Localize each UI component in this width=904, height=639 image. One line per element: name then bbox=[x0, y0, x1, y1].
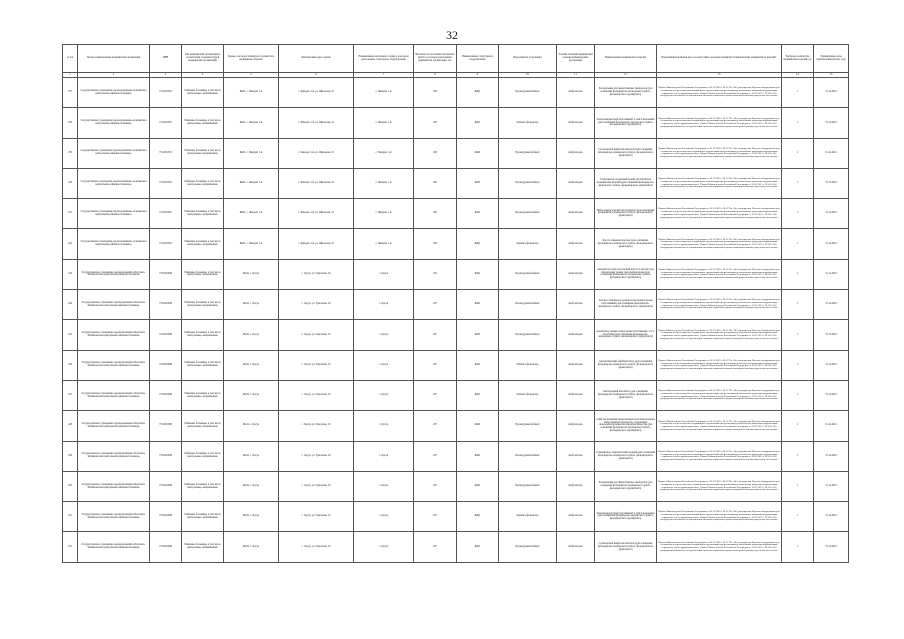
date-cell: 31.12.2022 bbox=[814, 229, 849, 259]
date-cell: 31.12.2022 bbox=[814, 78, 849, 108]
settlement-cell: с. Орсук bbox=[354, 471, 414, 501]
date-cell: 31.12.2022 bbox=[814, 350, 849, 380]
cabinet-cell: Процедурный кабинет bbox=[499, 78, 557, 108]
building-cell: ФАП, с. Орсук bbox=[224, 259, 279, 289]
org-type-cell: Районные больницы, в том числе центральные, межрайонные bbox=[182, 290, 224, 320]
population-cell: 207 bbox=[414, 441, 457, 471]
population-cell: 918 bbox=[414, 229, 457, 259]
quantity-cell: 1 bbox=[782, 108, 814, 138]
page-number: 32 bbox=[446, 28, 458, 42]
unit-cell: ФАП bbox=[457, 502, 499, 532]
row-number: 246 bbox=[63, 350, 78, 380]
column-number: 15 bbox=[814, 73, 849, 78]
column-number: 10 bbox=[499, 73, 557, 78]
table-row bbox=[63, 229, 849, 259]
date-cell: 31.12.2022 bbox=[814, 380, 849, 410]
building-cell: ФАП, с. Чиндант 1-й bbox=[224, 78, 279, 108]
org-type-cell: Районные больницы, в том числе центральные, межрайонные bbox=[182, 502, 224, 532]
address-cell: с. Чиндант 1-й, ул. Школьная, 16 bbox=[279, 78, 354, 108]
legal-act-cell: Приказ Министерства Российской Федерации от 30.12.2020 г. № 1179н «Об утверждении Перечня оборудования для оснащения и переоснащения медицинских организаций при реализации региональных программ модернизации первичного звена здравоохранения», Приказ Министерства Российской Федерации от 15.05.2012 г. № 543 «Об утверждении положения об организации оказания первичной медико-санитарной помощи взрослому населению» bbox=[657, 411, 782, 441]
table-row bbox=[63, 380, 849, 410]
population-cell: 207 bbox=[414, 259, 457, 289]
column-header: Планируемые даты приобретения (месяц, год) bbox=[814, 45, 849, 73]
org-type-cell: Районные больницы, в том числе центральные, межрайонные bbox=[182, 380, 224, 410]
table-row bbox=[63, 532, 849, 562]
conditions-cell: Амбулаторно bbox=[557, 168, 595, 198]
unit-cell: ФАП bbox=[457, 168, 499, 198]
population-cell: 207 bbox=[414, 411, 457, 441]
date-cell: 31.12.2022 bbox=[814, 259, 849, 289]
legal-act-cell: Приказ Министерства Российской Федерации от 30.12.2020 г. № 1179н «Об утверждении Перечня оборудования для оснащения и переоснащения медицинских организаций при реализации региональных программ модернизации первичного звена здравоохранения», Приказ Министерства Российской Федерации от 15.05.2012 г. № 543 «Об утверждении положения об организации оказания первичной медико-санитарной помощи взрослому населению» bbox=[657, 259, 782, 289]
org-type-cell: Районные больницы, в том числе центральные, межрайонные bbox=[182, 168, 224, 198]
device-name-cell: Сейф для хранения лекарственных или психотропных лекарственных препаратов, содержащих сильнодействующие или ядовитые вещества (для оснащения фельдшерско-акушерского пункта, фельдшерского здравпункта) bbox=[595, 411, 657, 441]
column-number: 9 bbox=[457, 73, 499, 78]
building-cell: ФАП, с. Чиндант 1-й bbox=[224, 138, 279, 168]
date-cell: 31.12.2022 bbox=[814, 320, 849, 350]
address-cell: с. Чиндант 1-й, ул. Школьная, 16 bbox=[279, 108, 354, 138]
address-cell: с. Орсук, ул. Трактовая, 16 bbox=[279, 320, 354, 350]
conditions-cell: Амбулаторно bbox=[557, 532, 595, 562]
table-row bbox=[63, 502, 849, 532]
population-cell: 918 bbox=[414, 168, 457, 198]
quantity-cell: 1 bbox=[782, 259, 814, 289]
unit-cell: ФАП bbox=[457, 259, 499, 289]
column-number: 2 bbox=[78, 73, 150, 78]
column-header: Тип медицинской организации в соответствии с номенклатурой медицинских организаций bbox=[182, 45, 224, 73]
building-cell: ФАП, с. Орсук bbox=[224, 380, 279, 410]
settlement-cell: с. Орсук bbox=[354, 259, 414, 289]
date-cell: 31.12.2022 bbox=[814, 441, 849, 471]
row-number: 239 bbox=[63, 138, 78, 168]
column-number: 8 bbox=[414, 73, 457, 78]
organization-name: Государственное учреждение здравоохранения «Петровск-Забайкальская центральная районная больница» bbox=[78, 441, 150, 471]
column-header: № п/п bbox=[63, 45, 78, 73]
organization-name: Государственное учреждение здравоохранения «Петровск-Забайкальская центральная районная больница» bbox=[78, 532, 150, 562]
settlement-cell: с. Орсук bbox=[354, 320, 414, 350]
org-type-cell: Районные больницы, в том числе центральные, межрайонные bbox=[182, 471, 224, 501]
cabinet-cell: Кабинет фельдшера bbox=[499, 380, 557, 410]
inn-cell: 7531001098 bbox=[150, 380, 182, 410]
date-cell: 31.12.2022 bbox=[814, 290, 849, 320]
device-name-cell: Сухожаровой шкаф или автоклав (для оснащения фельдшерско-акушерского пункта, фельдшерского здравпункта) bbox=[595, 532, 657, 562]
date-cell: 31.12.2022 bbox=[814, 108, 849, 138]
address-cell: с. Чиндант 1-й, ул. Школьная, 16 bbox=[279, 138, 354, 168]
legal-act-cell: Приказ Министерства Российской Федерации от 30.12.2020 г. № 1179н «Об утверждении Перечня оборудования для оснащения и переоснащения медицинских организаций при реализации региональных программ модернизации первичного звена здравоохранения», Приказ Министерства Российской Федерации от 15.05.2012 г. № 543 «Об утверждении положения об организации оказания первичной медико-санитарной помощи взрослому населению» bbox=[657, 380, 782, 410]
inn-cell: 7511001953 bbox=[150, 138, 182, 168]
row-number: 238 bbox=[63, 108, 78, 138]
organization-name: Государственное учреждение здравоохранения «Аленинская центральная районная больница» bbox=[78, 108, 150, 138]
settlement-cell: с. Чиндант 1-й bbox=[354, 108, 414, 138]
column-header: Наименование населенного пункта, в котором расположено структурное подразделение bbox=[354, 45, 414, 73]
table-row bbox=[63, 441, 849, 471]
address-cell: с. Орсук, ул. Трактовая, 16 bbox=[279, 350, 354, 380]
population-cell: 918 bbox=[414, 108, 457, 138]
column-number: 5 bbox=[224, 73, 279, 78]
cabinet-cell: Процедурный кабинет bbox=[499, 532, 557, 562]
conditions-cell: Амбулаторно bbox=[557, 108, 595, 138]
cabinet-cell: Процедурный кабинет bbox=[499, 138, 557, 168]
row-number: 242 bbox=[63, 229, 78, 259]
inn-cell: 7511001953 bbox=[150, 108, 182, 138]
device-name-cell: Электрокардиограф портативный 3- или 6-канальный (для оснащения фельдшерско-акушерского пункта, фельдшерского здравпункта) bbox=[595, 502, 657, 532]
quantity-cell: 1 bbox=[782, 320, 814, 350]
cabinet-cell: Кабинет фельдшера bbox=[499, 108, 557, 138]
legal-act-cell: Приказ Министерства Российской Федерации от 30.12.2020 г. № 1179н «Об утверждении Перечня оборудования для оснащения и переоснащения медицинских организаций при реализации региональных программ модернизации первичного звена здравоохранения», Приказ Министерства Российской Федерации от 15.05.2012 г. № 543 «Об утверждении положения об организации оказания первичной медико-санитарной помощи взрослому населению» bbox=[657, 441, 782, 471]
population-cell: 918 bbox=[414, 138, 457, 168]
unit-cell: ФАП bbox=[457, 108, 499, 138]
row-number: 247 bbox=[63, 380, 78, 410]
settlement-cell: с. Орсук bbox=[354, 350, 414, 380]
legal-act-cell: Приказ Министерства Российской Федерации от 30.12.2020 г. № 1179н «Об утверждении Перечня оборудования для оснащения и переоснащения медицинских организаций при реализации региональных программ модернизации первичного звена здравоохранения», Приказ Министерства Российской Федерации от 15.05.2012 г. № 543 «Об утверждении положения об организации оказания первичной медико-санитарной помощи взрослому населению» bbox=[657, 78, 782, 108]
settlement-cell: с. Чиндант 1-й bbox=[354, 78, 414, 108]
quantity-cell: 1 bbox=[782, 411, 814, 441]
settlement-cell: с. Чиндант 1-й bbox=[354, 168, 414, 198]
org-type-cell: Районные больницы, в том числе центральные, межрайонные bbox=[182, 320, 224, 350]
column-number: 12 bbox=[595, 73, 657, 78]
row-number: 249 bbox=[63, 441, 78, 471]
address-cell: с. Чиндант 1-й, ул. Школьная, 16 bbox=[279, 168, 354, 198]
conditions-cell: Амбулаторно bbox=[557, 320, 595, 350]
conditions-cell: Амбулаторно bbox=[557, 199, 595, 229]
organization-name: Государственное учреждение здравоохранения «Аленинская центральная районная больница» bbox=[78, 138, 150, 168]
quantity-cell: 1 bbox=[782, 138, 814, 168]
unit-cell: ФАП bbox=[457, 441, 499, 471]
organization-name: Государственное учреждение здравоохранения «Петровск-Забайкальская центральная районная больница» bbox=[78, 411, 150, 441]
org-type-cell: Районные больницы, в том числе центральные, межрайонные bbox=[182, 78, 224, 108]
column-header: Требуемое количество медицинских изделий, ед. bbox=[782, 45, 814, 73]
column-header: Фактический адрес здания bbox=[279, 45, 354, 73]
organization-name: Государственное учреждение здравоохранения «Аленинская центральная районная больница» bbox=[78, 229, 150, 259]
row-number: 244 bbox=[63, 290, 78, 320]
column-number: 14 bbox=[782, 73, 814, 78]
row-number: 252 bbox=[63, 532, 78, 562]
device-name-cell: Экспресс-анализатор уровня холестерина в крови портативный (для оснащения фельдшерско-акушерского пункта, фельдшерского здравпункта) bbox=[595, 290, 657, 320]
inn-cell: 7531001098 bbox=[150, 411, 182, 441]
row-number: 240 bbox=[63, 168, 78, 198]
column-number: 7 bbox=[354, 73, 414, 78]
quantity-cell: 1 bbox=[782, 471, 814, 501]
legal-act-cell: Приказ Министерства Российской Федерации от 30.12.2020 г. № 1179н «Об утверждении Перечня оборудования для оснащения и переоснащения медицинских организаций при реализации региональных программ модернизации первичного звена здравоохранения», Приказ Министерства Российской Федерации от 15.05.2012 г. № 543 «Об утверждении положения об организации оказания первичной медико-санитарной помощи взрослому населению» bbox=[657, 320, 782, 350]
date-cell: 31.12.2022 bbox=[814, 411, 849, 441]
conditions-cell: Амбулаторно bbox=[557, 229, 595, 259]
inn-cell: 7531001098 bbox=[150, 350, 182, 380]
population-cell: 207 bbox=[414, 471, 457, 501]
settlement-cell: с. Чиндант 1-й bbox=[354, 229, 414, 259]
quantity-cell: 1 bbox=[782, 199, 814, 229]
organization-name: Государственное учреждение здравоохранения «Петровск-Забайкальская центральная районная больница» bbox=[78, 290, 150, 320]
inn-cell: 7531001098 bbox=[150, 471, 182, 501]
table-row bbox=[63, 78, 849, 108]
inn-cell: 7531001098 bbox=[150, 320, 182, 350]
legal-act-cell: Приказ Министерства Российской Федерации от 30.12.2020 г. № 1179н «Об утверждении Перечня оборудования для оснащения и переоснащения медицинских организаций при реализации региональных программ модернизации первичного звена здравоохранения», Приказ Министерства Российской Федерации от 15.05.2012 г. № 543 «Об утверждении положения об организации оказания первичной медико-санитарной помощи взрослому населению» bbox=[657, 199, 782, 229]
device-name-cell: Стерилизатор термохимический для обработки медицинских изделий (для оснащения фельдшерско-акушерского пункта, фельдшерского здравпункта) bbox=[595, 168, 657, 198]
row-number: 245 bbox=[63, 320, 78, 350]
equipment-table bbox=[62, 44, 849, 563]
building-cell: ФАП, с. Орсук bbox=[224, 532, 279, 562]
conditions-cell: Амбулаторно bbox=[557, 380, 595, 410]
column-number: 13 bbox=[657, 73, 782, 78]
unit-cell: ФАП bbox=[457, 229, 499, 259]
address-cell: с. Орсук, ул. Трактовая, 16 bbox=[279, 411, 354, 441]
building-cell: ФАП, с. Чиндант 1-й bbox=[224, 108, 279, 138]
unit-cell: ФАП bbox=[457, 380, 499, 410]
org-type-cell: Районные больницы, в том числе центральные, межрайонные bbox=[182, 441, 224, 471]
cabinet-cell: Процедурный кабинет bbox=[499, 290, 557, 320]
building-cell: ФАП, с. Орсук bbox=[224, 290, 279, 320]
inn-cell: 7511001953 bbox=[150, 199, 182, 229]
population-cell: 207 bbox=[414, 320, 457, 350]
inn-cell: 7531001098 bbox=[150, 290, 182, 320]
building-cell: ФАП, с. Орсук bbox=[224, 350, 279, 380]
organization-name: Государственное учреждение здравоохранения «Аленинская центральная районная больница» bbox=[78, 168, 150, 198]
cabinet-cell: Процедурный кабинет bbox=[499, 471, 557, 501]
quantity-cell: 1 bbox=[782, 502, 814, 532]
row-number: 248 bbox=[63, 411, 78, 441]
cabinet-cell: Процедурный кабинет bbox=[499, 168, 557, 198]
population-cell: 207 bbox=[414, 502, 457, 532]
cabinet-cell: Кабинет фельдшера bbox=[499, 229, 557, 259]
table-row bbox=[63, 199, 849, 229]
inn-cell: 7511001953 bbox=[150, 229, 182, 259]
address-cell: с. Орсук, ул. Трактовая, 16 bbox=[279, 502, 354, 532]
device-name-cell: Набор хирургических инструментов (для оснащения фельдшерско-акушерского пункта, фельдшерского здравпункта) bbox=[595, 199, 657, 229]
conditions-cell: Амбулаторно bbox=[557, 290, 595, 320]
cabinet-cell: Процедурный кабинет bbox=[499, 320, 557, 350]
organization-name: Государственное учреждение здравоохранения «Петровск-Забайкальская центральная районная больница» bbox=[78, 259, 150, 289]
organization-name: Государственное учреждение здравоохранения «Петровск-Забайкальская центральная районная больница» bbox=[78, 350, 150, 380]
column-header: Нормативный правовой акт, в соответствии с которым планируется приобретение медицинского изделия* bbox=[657, 45, 782, 73]
address-cell: с. Орсук, ул. Трактовая, 16 bbox=[279, 471, 354, 501]
device-name-cell: Анализатор гематологический или тест-система для определения уровня гемоглобина крови (для оснащения фельдшерско-акушерского пункта, фельдшерского здравпункта) bbox=[595, 259, 657, 289]
column-header: Полное наименование медицинской организации bbox=[78, 45, 150, 73]
cabinet-cell: Процедурный кабинет bbox=[499, 441, 557, 471]
legal-act-cell: Приказ Министерства Российской Федерации от 30.12.2020 г. № 1179н «Об утверждении Перечня оборудования для оснащения и переоснащения медицинских организаций при реализации региональных программ модернизации первичного звена здравоохранения», Приказ Министерства Российской Федерации от 15.05.2012 г. № 543 «Об утверждении положения об организации оказания первичной медико-санитарной помощи взрослому населению» bbox=[657, 532, 782, 562]
cabinet-cell: Кабинет фельдшера bbox=[499, 502, 557, 532]
table-row bbox=[63, 471, 849, 501]
legal-act-cell: Приказ Министерства Российской Федерации от 30.12.2020 г. № 1179н «Об утверждении Перечня оборудования для оснащения и переоснащения медицинских организаций при реализации региональных программ модернизации первичного звена здравоохранения», Приказ Министерства Российской Федерации от 15.05.2012 г. № 543 «Об утверждении положения об организации оказания первичной медико-санитарной помощи взрослому населению» bbox=[657, 138, 782, 168]
table-row bbox=[63, 350, 849, 380]
row-number: 251 bbox=[63, 502, 78, 532]
conditions-cell: Амбулаторно bbox=[557, 350, 595, 380]
population-cell: 918 bbox=[414, 199, 457, 229]
device-name-cell: Холодильник для лекарственных препаратов (для оснащения фельдшерско-акушерского пункта, фельдшерского здравпункта) bbox=[595, 471, 657, 501]
conditions-cell: Амбулаторно bbox=[557, 259, 595, 289]
column-number: 3 bbox=[150, 73, 182, 78]
date-cell: 31.12.2022 bbox=[814, 199, 849, 229]
quantity-cell: 1 bbox=[782, 532, 814, 562]
column-header: Наименование медицинского изделия bbox=[595, 45, 657, 73]
table-row bbox=[63, 320, 849, 350]
address-cell: с. Орсук, ул. Трактовая, 16 bbox=[279, 259, 354, 289]
conditions-cell: Амбулаторно bbox=[557, 502, 595, 532]
column-number: 1 bbox=[63, 73, 78, 78]
quantity-cell: 1 bbox=[782, 350, 814, 380]
population-cell: 207 bbox=[414, 350, 457, 380]
settlement-cell: с. Орсук bbox=[354, 380, 414, 410]
unit-cell: ФАП bbox=[457, 532, 499, 562]
legal-act-cell: Приказ Министерства Российской Федерации от 30.12.2020 г. № 1179н «Об утверждении Перечня оборудования для оснащения и переоснащения медицинских организаций при реализации региональных программ модернизации первичного звена здравоохранения», Приказ Министерства Российской Федерации от 15.05.2012 г. № 543 «Об утверждении положения об организации оказания первичной медико-санитарной помощи взрослому населению» bbox=[657, 108, 782, 138]
settlement-cell: с. Орсук bbox=[354, 441, 414, 471]
address-cell: с. Чиндант 1-й, ул. Школьная, 16 bbox=[279, 229, 354, 259]
conditions-cell: Амбулаторно bbox=[557, 471, 595, 501]
quantity-cell: 1 bbox=[782, 168, 814, 198]
column-header: Вид кабинета (отделения) bbox=[499, 45, 557, 73]
unit-cell: ФАП bbox=[457, 411, 499, 441]
legal-act-cell: Приказ Министерства Российской Федерации от 30.12.2020 г. № 1179н «Об утверждении Перечня оборудования для оснащения и переоснащения медицинских организаций при реализации региональных программ модернизации первичного звена здравоохранения», Приказ Министерства Российской Федерации от 15.05.2012 г. № 543 «Об утверждении положения об организации оказания первичной медико-санитарной помощи взрослому населению» bbox=[657, 168, 782, 198]
org-type-cell: Районные больницы, в том числе центральные, межрайонные bbox=[182, 259, 224, 289]
settlement-cell: с. Чиндант 1-й bbox=[354, 138, 414, 168]
quantity-cell: 1 bbox=[782, 78, 814, 108]
table-row bbox=[63, 138, 849, 168]
date-cell: 31.12.2022 bbox=[814, 502, 849, 532]
column-header: Условия оказания медицинской помощи (наименование программы) bbox=[557, 45, 595, 73]
organization-name: Государственное учреждение здравоохранения «Петровск-Забайкальская центральная районная больница» bbox=[78, 380, 150, 410]
org-type-cell: Районные больницы, в том числе центральные, межрайонные bbox=[182, 532, 224, 562]
legal-act-cell: Приказ Министерства Российской Федерации от 30.12.2020 г. № 1179н «Об утверждении Перечня оборудования для оснащения и переоснащения медицинских организаций при реализации региональных программ модернизации первичного звена здравоохранения», Приказ Министерства Российской Федерации от 15.05.2012 г. № 543 «Об утверждении положения об организации оказания первичной медико-санитарной помощи взрослому населению» bbox=[657, 350, 782, 380]
unit-cell: ФАП bbox=[457, 471, 499, 501]
device-name-cell: Кресло гинекологическое (для оснащения фельдшерско-акушерского пункта, фельдшерского здравпункта) bbox=[595, 229, 657, 259]
unit-cell: ФАП bbox=[457, 350, 499, 380]
organization-name: Государственное учреждение здравоохранения «Аленинская центральная районная больница» bbox=[78, 199, 150, 229]
building-cell: ФАП, с. Орсук bbox=[224, 411, 279, 441]
settlement-cell: с. Орсук bbox=[354, 411, 414, 441]
org-type-cell: Районные больницы, в том числе центральные, межрайонные bbox=[182, 229, 224, 259]
unit-cell: ФАП bbox=[457, 199, 499, 229]
settlement-cell: с. Чиндант 1-й bbox=[354, 199, 414, 229]
org-type-cell: Районные больницы, в том числе центральные, межрайонные bbox=[182, 108, 224, 138]
inn-cell: 7531001098 bbox=[150, 532, 182, 562]
device-name-cell: Анализатор уровня сахара крови портативный с тест-полосками (для оснащения фельдшерско-акушерского пункта, фельдшерского здравпункта) bbox=[595, 320, 657, 350]
column-header: Численность населения населенного пункта, в котором расположено медицинская организация, чел. bbox=[414, 45, 457, 73]
conditions-cell: Амбулаторно bbox=[557, 441, 595, 471]
device-name-cell: Стерилизатор электрический средний (для оснащения фельдшерско-акушерского пункта, фельдшерского здравпункта) bbox=[595, 441, 657, 471]
inn-cell: 7531001098 bbox=[150, 441, 182, 471]
conditions-cell: Амбулаторно bbox=[557, 78, 595, 108]
legal-act-cell: Приказ Министерства Российской Федерации от 30.12.2020 г. № 1179н «Об утверждении Перечня оборудования для оснащения и переоснащения медицинских организаций при реализации региональных программ модернизации первичного звена здравоохранения», Приказ Министерства Российской Федерации от 15.05.2012 г. № 543 «Об утверждении положения об организации оказания первичной медико-санитарной помощи взрослому населению» bbox=[657, 229, 782, 259]
quantity-cell: 1 bbox=[782, 380, 814, 410]
population-cell: 207 bbox=[414, 532, 457, 562]
date-cell: 31.12.2022 bbox=[814, 532, 849, 562]
org-type-cell: Районные больницы, в том числе центральные, межрайонные bbox=[182, 411, 224, 441]
inn-cell: 7511001953 bbox=[150, 78, 182, 108]
row-number: 250 bbox=[63, 471, 78, 501]
cabinet-cell: Процедурный кабинет bbox=[499, 259, 557, 289]
inn-cell: 7511001953 bbox=[150, 168, 182, 198]
building-cell: ФАП, с. Орсук bbox=[224, 320, 279, 350]
unit-cell: ФАП bbox=[457, 290, 499, 320]
organization-name: Государственное учреждение здравоохранения «Петровск-Забайкальская центральная районная больница» bbox=[78, 471, 150, 501]
inn-cell: 7531001098 bbox=[150, 259, 182, 289]
unit-cell: ФАП bbox=[457, 78, 499, 108]
quantity-cell: 1 bbox=[782, 290, 814, 320]
address-cell: с. Орсук, ул. Трактовая, 16 bbox=[279, 290, 354, 320]
conditions-cell: Амбулаторно bbox=[557, 138, 595, 168]
organization-name: Государственное учреждение здравоохранения «Петровск-Забайкальская центральная районная больница» bbox=[78, 502, 150, 532]
population-cell: 207 bbox=[414, 380, 457, 410]
table-row bbox=[63, 168, 849, 198]
date-cell: 31.12.2022 bbox=[814, 471, 849, 501]
building-cell: ФАП, с. Чиндант 1-й bbox=[224, 229, 279, 259]
column-number: 11 bbox=[557, 73, 595, 78]
building-cell: ФАП, с. Орсук bbox=[224, 471, 279, 501]
table-row bbox=[63, 290, 849, 320]
table-row bbox=[63, 259, 849, 289]
legal-act-cell: Приказ Министерства Российской Федерации от 30.12.2020 г. № 1179н «Об утверждении Перечня оборудования для оснащения и переоснащения медицинских организаций при реализации региональных программ модернизации первичного звена здравоохранения», Приказ Министерства Российской Федерации от 15.05.2012 г. № 543 «Об утверждении положения об организации оказания первичной медико-санитарной помощи взрослому населению» bbox=[657, 502, 782, 532]
device-name-cell: Сухожаровой шкаф или автоклав (для оснащения фельдшерско-акушерского пункта, фельдшерского здравпункта) bbox=[595, 138, 657, 168]
table-row bbox=[63, 411, 849, 441]
device-name-cell: Электрокардиограф портативный 3- или 6-канальный (для оснащения фельдшерско-акушерского пункта, фельдшерского здравпункта) bbox=[595, 108, 657, 138]
organization-name: Государственное учреждение здравоохранения «Аленинская центральная районная больница» bbox=[78, 78, 150, 108]
org-type-cell: Районные больницы, в том числе центральные, межрайонные bbox=[182, 199, 224, 229]
inn-cell: 7531001098 bbox=[150, 502, 182, 532]
table-row bbox=[63, 108, 849, 138]
device-name-cell: Автоматический дефибриллятор (для оснащения фельдшерско-акушерского пункта, фельдшерского здравпункта) bbox=[595, 350, 657, 380]
column-header: Здание, в котором планируется разместить медицинское изделие bbox=[224, 45, 279, 73]
building-cell: ФАП, с. Орсук bbox=[224, 441, 279, 471]
row-number: 237 bbox=[63, 78, 78, 108]
building-cell: ФАП, с. Чиндант 1-й bbox=[224, 168, 279, 198]
cabinet-cell: Процедурный кабинет bbox=[499, 411, 557, 441]
device-name-cell: Кислородный ингалятор (для оснащения фельдшерско-акушерского пункта, фельдшерского здравпункта) bbox=[595, 380, 657, 410]
date-cell: 31.12.2022 bbox=[814, 168, 849, 198]
building-cell: ФАП, с. Орсук bbox=[224, 502, 279, 532]
quantity-cell: 1 bbox=[782, 441, 814, 471]
unit-cell: ФАП bbox=[457, 320, 499, 350]
org-type-cell: Районные больницы, в том числе центральные, межрайонные bbox=[182, 350, 224, 380]
date-cell: 31.12.2022 bbox=[814, 138, 849, 168]
settlement-cell: с. Орсук bbox=[354, 532, 414, 562]
column-header: Наименование структурного подразделения bbox=[457, 45, 499, 73]
column-number: 4 bbox=[182, 73, 224, 78]
cabinet-cell: Кабинет фельдшера bbox=[499, 350, 557, 380]
address-cell: с. Орсук, ул. Трактовая, 16 bbox=[279, 532, 354, 562]
address-cell: с. Чиндант 1-й, ул. Школьная, 16 bbox=[279, 199, 354, 229]
organization-name: Государственное учреждение здравоохранения «Петровск-Забайкальская центральная районная больница» bbox=[78, 320, 150, 350]
unit-cell: ФАП bbox=[457, 138, 499, 168]
org-type-cell: Районные больницы, в том числе центральные, межрайонные bbox=[182, 138, 224, 168]
cabinet-cell: Процедурный кабинет bbox=[499, 199, 557, 229]
header-row bbox=[63, 45, 849, 73]
quantity-cell: 1 bbox=[782, 229, 814, 259]
row-number: 243 bbox=[63, 259, 78, 289]
column-number: 6 bbox=[279, 73, 354, 78]
device-name-cell: Холодильник для лекарственных препаратов (для оснащения фельдшерско-акушерского пункта, фельдшерского здравпункта) bbox=[595, 78, 657, 108]
column-header: ИНН bbox=[150, 45, 182, 73]
population-cell: 207 bbox=[414, 290, 457, 320]
row-number: 241 bbox=[63, 199, 78, 229]
legal-act-cell: Приказ Министерства Российской Федерации от 30.12.2020 г. № 1179н «Об утверждении Перечня оборудования для оснащения и переоснащения медицинских организаций при реализации региональных программ модернизации первичного звена здравоохранения», Приказ Министерства Российской Федерации от 15.05.2012 г. № 543 «Об утверждении положения об организации оказания первичной медико-санитарной помощи взрослому населению» bbox=[657, 290, 782, 320]
legal-act-cell: Приказ Министерства Российской Федерации от 30.12.2020 г. № 1179н «Об утверждении Перечня оборудования для оснащения и переоснащения медицинских организаций при реализации региональных программ модернизации первичного звена здравоохранения», Приказ Министерства Российской Федерации от 15.05.2012 г. № 543 «Об утверждении положения об организации оказания первичной медико-санитарной помощи взрослому населению» bbox=[657, 471, 782, 501]
address-cell: с. Орсук, ул. Трактовая, 16 bbox=[279, 441, 354, 471]
settlement-cell: с. Орсук bbox=[354, 290, 414, 320]
conditions-cell: Амбулаторно bbox=[557, 411, 595, 441]
address-cell: с. Орсук, ул. Трактовая, 16 bbox=[279, 380, 354, 410]
settlement-cell: с. Орсук bbox=[354, 502, 414, 532]
population-cell: 918 bbox=[414, 78, 457, 108]
building-cell: ФАП, с. Чиндант 1-й bbox=[224, 199, 279, 229]
